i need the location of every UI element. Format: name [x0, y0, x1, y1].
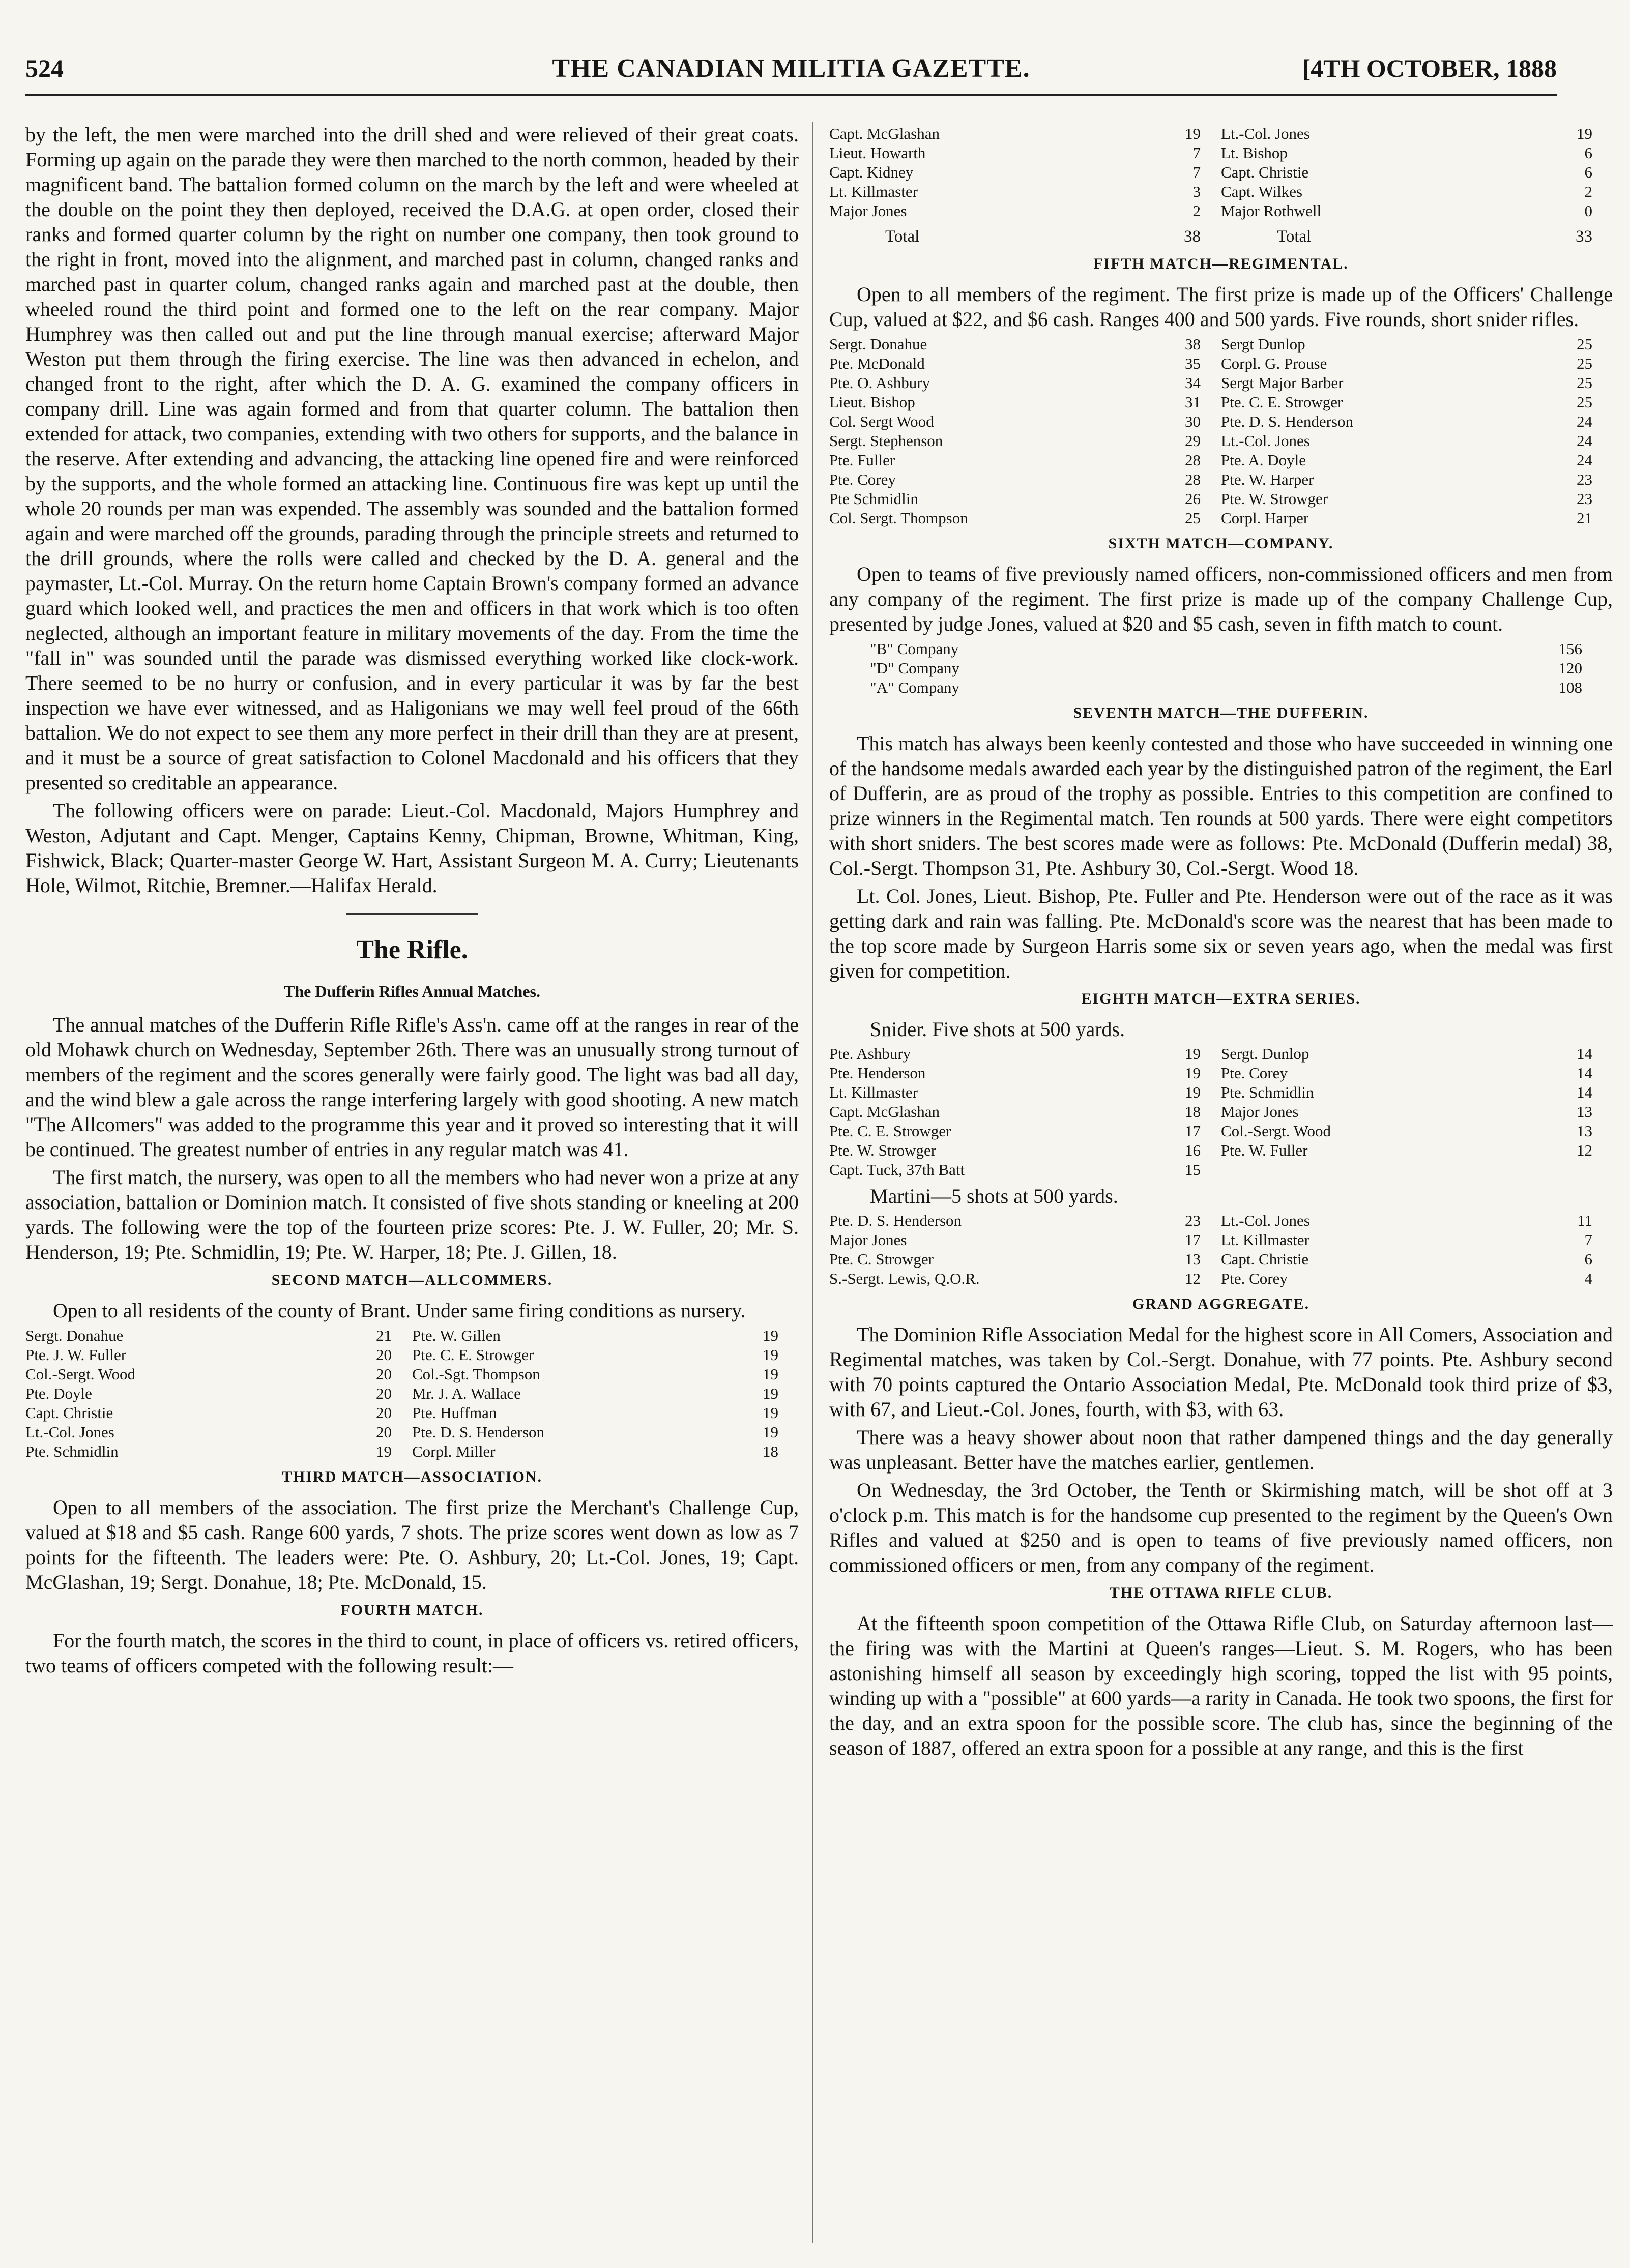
competitor-name: Lt.-Col. Jones	[1220, 432, 1310, 450]
fourth-match-totals	[829, 225, 1613, 248]
competitor-name: Lt. Killmaster	[1220, 1231, 1309, 1249]
fourth-match-paragraph: For the fourth match, the scores in the third to count, in place of officers vs. retired officers, two teams of officers competed with the following result:—	[25, 1629, 799, 1677]
sixth-match-paragraph: Open to teams of five previously named officers, non-commissioned officers and men from any company of the regiment. The first prize is made up of the company Challenge Cup, presented by judge Jones, valued at $20 and $5 cash, seven in fifth match to count.	[829, 563, 1613, 635]
score-row	[25, 1365, 799, 1384]
score-row	[829, 451, 1613, 470]
competitor-name: Pte. Corey	[1220, 1270, 1288, 1287]
competitor-name: Pte. Henderson	[829, 1064, 926, 1082]
competitor-name: "B" Company	[870, 640, 959, 658]
competitor-name: Pte. O. Ashbury	[829, 374, 930, 392]
total-label: Total	[885, 227, 920, 246]
competitor-name: Pte. Huffman	[412, 1404, 497, 1422]
snider-label: Snider. Five shots at 500 yards.	[870, 1018, 1125, 1041]
first-match-paragraph: The first match, the nursery, was open to all the members who had never won a prize at any association, battalion or Dominion match. It consisted of five shots standing or kneeling at 200 yards. The following were the top of the fourteen prize scores: Pte. J. W. Fuller, 20; Mr. S. Henderson, 19; Pte. Schmidlin, 19; Pte. W. Harper, 18; Pte. J. Gillen, 18.	[25, 1166, 799, 1263]
ottawa-club-heading: THE OTTAWA RIFLE CLUB.	[1109, 1584, 1333, 1601]
score-value: 28	[1184, 451, 1201, 469]
score-value: 25	[1577, 355, 1592, 372]
score-row	[829, 412, 1613, 431]
second-match-heading: SECOND MATCH—ALLCOMMERS.	[271, 1272, 553, 1288]
parade-paragraph: by the left, the men were marched into the drill shed and were relieved of their great coats. Forming up again on the parade they were then marched to the north common, headed by their magnificent band. The battalion formed column on the march by the left and were wheeled at the double on the point they then deployed, received the D.A.G. at open order, closed their ranks and formed quarter column by the right on number one company, then took ground to the right in front, moved into the alignment, and marched past in column, changed ranks and marched past in quarter colum, changed ranks again and marched past at the double, then wheeled round the third point and formed one to the left on the rear company. Major Humphrey was then called out and put the line through manual exercise; afterward Major Weston put them through the firing exercise. The line was then advanced in echelon, and changed front to the right, after which the D. A. G. examined the company officers in company drill. Line was again formed and from that quarter column. The battalion then extended for attack, two companies, extending with two others for supports, and the balance in the reserve. After extending and advancing, the attacking line opened fire and were reinforced by the supports, and the whole formed an attacking line. Continuous fire was kept up until the whole 20 rounds per man was expended. The assembly was sounded and the battalion formed again and were marched off the grounds, parading through the principle streets and returned to the drill grounds, where the rolls were called and checked by the D. A. general and the paymaster, Lt.-Col. Murray. On the return home Captain Brown's company formed an advance guard which looked well, and practices the men and officers in that work which is too often neglected, although an important feature in military movements of the day. From the time the "fall in" was sounded until the parade was dismissed everything worked like clock-work. There seemed to be no hurry or confusion, and in every particular it was by far the best inspection we have ever witnessed, and as Haligonians we may well feel proud of the 66th battalion. We do not expect to see them any more perfect in their drill than they are at present, and it must be a source of great satisfaction to Colonel Macdonald and his officers that they presented so creditable an appearance.	[25, 123, 799, 794]
competitor-name: "D" Company	[870, 659, 959, 677]
score-row	[829, 182, 1613, 201]
score-row	[829, 124, 1613, 143]
score-value: 12	[1577, 1141, 1592, 1159]
competitor-name: Pte. W. Gillen	[412, 1327, 501, 1344]
company-scores	[870, 639, 1582, 697]
competitor-name: Pte. W. Strowger	[1220, 490, 1328, 508]
score-value: 19	[1184, 1064, 1201, 1082]
score-value: 7	[1192, 163, 1201, 181]
competitor-name: Pte. J. W. Fuller	[25, 1346, 127, 1364]
score-row	[829, 143, 1613, 163]
score-value: 13	[1184, 1250, 1201, 1268]
score-value: 14	[1577, 1045, 1592, 1063]
competitor-name: Lt. Killmaster	[829, 183, 918, 200]
competitor-name: Pte. C. E. Strowger	[412, 1346, 534, 1364]
competitor-name: Col. Sergt. Thompson	[829, 509, 968, 527]
competitor-name: Lieut. Howarth	[829, 144, 926, 162]
score-row	[829, 1250, 1613, 1269]
score-value: 6	[1584, 1250, 1592, 1268]
score-value: 18	[1184, 1103, 1201, 1121]
score-value: 20	[375, 1385, 392, 1402]
competitor-name: Pte. C. E. Strowger	[1220, 393, 1343, 411]
score-row	[829, 431, 1613, 451]
score-value: 31	[1184, 393, 1201, 411]
competitor-name: Col.-Sergt. Wood	[25, 1365, 135, 1383]
score-value: 19	[1184, 1083, 1201, 1101]
competitor-name: Pte. D. S. Henderson	[1220, 413, 1354, 430]
score-row	[25, 1326, 799, 1345]
score-row	[829, 1269, 1613, 1288]
competitor-name: Col.-Sergt. Wood	[1220, 1122, 1331, 1140]
competitor-name: Pte. W. Strowger	[829, 1141, 937, 1159]
score-value: 38	[1184, 335, 1201, 353]
score-value: 23	[1184, 1212, 1201, 1229]
score-row	[829, 1122, 1613, 1141]
score-value: 14	[1577, 1083, 1592, 1101]
score-value: 30	[1184, 413, 1201, 430]
competitor-name: Capt. Christie	[25, 1404, 113, 1422]
score-value: 6	[1584, 163, 1592, 181]
score-value: 120	[1558, 659, 1582, 677]
snider-scores	[829, 1044, 1613, 1180]
score-row	[870, 678, 1582, 697]
competitor-name: Col. Sergt Wood	[829, 413, 934, 430]
third-match-paragraph: Open to all members of the association. The first prize the Merchant's Challenge Cup, valued at $18 and $5 cash. Range 600 yards, 7 shots. The prize scores went down as low as 7 points for the fifteenth. The leaders were: Pte. O. Ashbury, 20; Lt.-Col. Jones, 19; Capt. McGlashan, 19; Sergt. Donahue, 18; Pte. McDonald, 15.	[25, 1496, 799, 1594]
score-value: 25	[1577, 335, 1592, 353]
score-row	[829, 393, 1613, 412]
right-column	[829, 122, 1613, 2248]
grand-aggregate-paragraph: The Dominion Rifle Association Medal for the highest score in All Comers, Association and Regimental matches, was taken by Col.-Sergt. Donahue, with 77 points. Pte. Ashbury second with 70 points captured the Ontario Association Medal, Pte. McDonald took third prize of $3, with 67, and Lieut.-Col. Jones, fourth, with $3, with 63.	[829, 1323, 1613, 1421]
competitor-name: Pte. Corey	[829, 470, 896, 488]
competitor-name: Pte. Ashbury	[829, 1045, 911, 1063]
score-value: 7	[1584, 1231, 1592, 1249]
competitor-name: Mr. J. A. Wallace	[412, 1385, 521, 1402]
totals-row	[829, 225, 1613, 248]
score-value: 19	[1577, 125, 1592, 142]
competitor-name: "A" Company	[870, 679, 959, 696]
competitor-name: Sergt. Dunlop	[1220, 1045, 1309, 1063]
fifth-match-scores	[829, 335, 1613, 528]
competitor-name: Sergt. Donahue	[829, 335, 927, 353]
competitor-name: Capt. Wilkes	[1220, 183, 1303, 200]
competitor-name: Pte. A. Doyle	[1220, 451, 1306, 469]
score-value: 16	[1184, 1141, 1201, 1159]
score-row	[25, 1423, 799, 1442]
issue-date: [4TH OCTOBER, 1888	[1302, 54, 1557, 82]
score-row	[870, 639, 1582, 659]
competitor-name: Sergt Major Barber	[1220, 374, 1344, 392]
score-row	[829, 489, 1613, 509]
competitor-name: S.-Sergt. Lewis, Q.O.R.	[829, 1270, 980, 1287]
score-value: 28	[1184, 470, 1201, 488]
martini-scores	[829, 1211, 1613, 1288]
fourth-match-scores	[829, 124, 1613, 221]
competitor-name: Corpl. Miller	[412, 1442, 496, 1460]
score-value: 21	[1577, 509, 1592, 527]
score-row	[829, 1141, 1613, 1160]
score-row	[829, 201, 1613, 221]
score-value: 29	[1184, 432, 1201, 450]
score-value: 17	[1184, 1122, 1201, 1140]
competitor-name: Sergt Dunlop	[1220, 335, 1305, 353]
competitor-name: Pte. D. S. Henderson	[829, 1212, 962, 1229]
score-value: 7	[1192, 144, 1201, 162]
competitor-name: Pte. Schmidlin	[1220, 1083, 1314, 1101]
competitor-name: Major Jones	[1220, 1103, 1299, 1121]
competitor-name: Pte. Corey	[1220, 1064, 1288, 1082]
score-row	[25, 1345, 799, 1365]
competitor-name: Lieut. Bishop	[829, 393, 915, 411]
score-row	[829, 163, 1613, 182]
score-row	[829, 1230, 1613, 1250]
score-value: 23	[1577, 470, 1592, 488]
score-value: 23	[1577, 490, 1592, 508]
annual-matches-paragraph: The annual matches of the Dufferin Rifle Rifle's Ass'n. came off at the ranges in rear of the old Mohawk church on Wednesday, September 26th. There was an unusually strong turnout of members of the regiment and the scores generally were fairly good. The light was bad all day, and the wind blew a gale across the range interfering largely with good shooting. A new match "The Allcomers" was added to the programme this year and it proved so interesting that it will be continued. The greatest number of entries in any regular match was 41.	[25, 1013, 799, 1161]
score-value: 14	[1577, 1064, 1592, 1082]
competitor-name	[1221, 1160, 1545, 1180]
competitor-name: Capt. Tuck, 37th Batt	[829, 1161, 965, 1179]
score-value: 20	[375, 1365, 392, 1383]
score-row	[829, 373, 1613, 393]
score-value: 12	[1184, 1270, 1201, 1287]
shower-paragraph: There was a heavy shower about noon that rather dampened things and the day generally was unpleasant. Better have the matches earlier, gentlemen.	[829, 1426, 1613, 1474]
score-value: 24	[1577, 432, 1592, 450]
competitor-name: Major Jones	[829, 202, 907, 220]
score-value	[1545, 1160, 1613, 1180]
ottawa-club-paragraph: At the fifteenth spoon competition of the Ottawa Rifle Club, on Saturday afternoon last—the firing was with the Martini at Queen's ranges—Lieut. S. M. Rogers, who has been astonishing himself all season by exceedingly high scoring, topped the list with 95 points, winding up with a "possible" at 600 yards—a rarity in Canada. He took two spoons, the first for the day, and an extra spoon for the possible score. The club has, since the beginning of the season of 1887, offered an extra spoon for a possible at any range, and this is the first	[829, 1612, 1613, 1759]
score-row	[829, 1044, 1613, 1064]
competitor-name: Capt. Christie	[1220, 163, 1309, 181]
fifth-match-heading: FIFTH MATCH—REGIMENTAL.	[1093, 255, 1349, 272]
page-number: 524	[25, 54, 64, 82]
masthead: THE CANADIAN MILITIA GAZETTE.	[552, 54, 1030, 83]
score-row	[829, 1160, 1613, 1180]
column-divider	[812, 122, 813, 2243]
competitor-name: Pte. Schmidlin	[25, 1442, 119, 1460]
score-value: 35	[1184, 355, 1201, 372]
competitor-name: Col.-Sgt. Thompson	[412, 1365, 540, 1383]
second-match-scores	[25, 1326, 799, 1461]
section-title: The Rifle.	[356, 935, 468, 964]
score-value: 3	[1192, 183, 1201, 200]
score-row	[25, 1403, 799, 1423]
martini-label: Martini—5 shots at 500 yards.	[870, 1185, 1118, 1207]
score-value: 19	[763, 1346, 778, 1364]
competitor-name: Lt.-Col. Jones	[25, 1423, 114, 1441]
competitor-name: Pte. D. S. Henderson	[412, 1423, 545, 1441]
competitor-name: Pte Schmidlin	[829, 490, 918, 508]
fourth-match-heading: FOURTH MATCH.	[340, 1602, 484, 1618]
score-value: 11	[1577, 1212, 1592, 1229]
score-row	[829, 509, 1613, 528]
score-row	[829, 470, 1613, 489]
score-value: 26	[1184, 490, 1201, 508]
score-value: 19	[1184, 125, 1201, 142]
score-value: 2	[1584, 183, 1592, 200]
competitor-name: Lt.-Col. Jones	[1220, 125, 1310, 142]
score-value: 20	[375, 1404, 392, 1422]
score-row	[829, 1064, 1613, 1083]
score-value: 13	[1577, 1103, 1592, 1121]
competitor-name: Sergt. Donahue	[25, 1327, 124, 1344]
score-value: 34	[1184, 374, 1201, 392]
article-subtitle: The Dufferin Rifles Annual Matches.	[284, 982, 540, 1000]
competitor-name: Pte. W. Fuller	[1220, 1141, 1308, 1159]
competitor-name: Major Rothwell	[1220, 202, 1322, 220]
score-value: 25	[1577, 393, 1592, 411]
grand-aggregate-heading: GRAND AGGREGATE.	[1132, 1295, 1310, 1312]
score-value: 2	[1192, 202, 1201, 220]
score-row	[829, 1211, 1613, 1230]
competitor-name: Pte. W. Harper	[1220, 470, 1314, 488]
score-value: 0	[1584, 202, 1592, 220]
section-divider	[346, 913, 478, 915]
competitor-name: Sergt. Stephenson	[829, 432, 943, 450]
competitor-name: Lt. Killmaster	[829, 1083, 918, 1101]
skirmishing-paragraph: On Wednesday, the 3rd October, the Tenth or Skirmishing match, will be shot off at 3 o'clock p.m. This match is for the handsome cup presented to the regiment by the Queen's Own Rifles and valued at $250 and is open to teams of five previously named officers, non commissioned officers or men, from any company of the regiment.	[829, 1479, 1613, 1576]
score-row	[25, 1442, 799, 1461]
competitor-name: Lt.-Col. Jones	[1220, 1212, 1310, 1229]
eighth-match-heading: EIGHTH MATCH—EXTRA SERIES.	[1081, 990, 1361, 1007]
total-value: 33	[1576, 227, 1592, 246]
score-row	[829, 335, 1613, 354]
score-value: 20	[375, 1346, 392, 1364]
score-value: 20	[375, 1423, 392, 1441]
score-value: 18	[763, 1442, 778, 1460]
score-value: 13	[1577, 1122, 1592, 1140]
score-row	[829, 1102, 1613, 1122]
seventh-match-heading: SEVENTH MATCH—THE DUFFERIN.	[1073, 704, 1369, 721]
sixth-match-heading: SIXTH MATCH—COMPANY.	[1108, 535, 1334, 552]
score-value: 19	[763, 1404, 778, 1422]
score-value: 24	[1577, 451, 1592, 469]
score-value: 19	[763, 1423, 778, 1441]
competitor-name: Pte. McDonald	[829, 355, 925, 372]
left-column	[25, 122, 799, 2248]
score-value: 4	[1584, 1270, 1592, 1287]
score-value: 17	[1184, 1231, 1201, 1249]
score-value: 19	[763, 1327, 778, 1344]
seventh-match-paragraph-2: Lt. Col. Jones, Lieut. Bishop, Pte. Fuller and Pte. Henderson were out of the race as it was getting dark and rain was falling. Pte. McDonald's score was the nearest that has been made to the top score made by Surgeon Harris some six or seven years ago, when the medal was first given for competition.	[829, 885, 1613, 982]
second-match-paragraph: Open to all residents of the county of Brant. Under same firing conditions as nursery.	[53, 1299, 746, 1322]
competitor-name: Pte. C. E. Strowger	[829, 1122, 951, 1140]
competitor-name: Corpl. G. Prouse	[1220, 355, 1327, 372]
score-value: 21	[375, 1327, 392, 1344]
score-value: 19	[763, 1385, 778, 1402]
page-header	[25, 53, 1557, 96]
score-value: 6	[1584, 144, 1592, 162]
score-value: 25	[1184, 509, 1201, 527]
officers-paragraph: The following officers were on parade: Lieut.-Col. Macdonald, Majors Humphrey and Weston, Adjutant and Capt. Menger, Captains Kenny, Chipman, Browne, Whitman, King, Fishwick, Black; Quarter-master George W. Hart, Assistant Surgeon M. A. Curry; Lieutenants Hole, Wilmot, Ritchie, Bremner.—Halifax Herald.	[25, 799, 799, 897]
competitor-name: Lt. Bishop	[1220, 144, 1288, 162]
fifth-match-paragraph: Open to all members of the regiment. The first prize is made up of the Officers' Challenge Cup, valued at $22, and $6 cash. Ranges 400 and 500 yards. Five rounds, short snider rifles.	[829, 283, 1613, 331]
score-value: 19	[763, 1365, 778, 1383]
competitor-name: Capt. McGlashan	[829, 1103, 940, 1121]
score-value: 19	[1184, 1045, 1201, 1063]
score-row	[829, 1083, 1613, 1102]
competitor-name: Pte. Fuller	[829, 451, 895, 469]
score-value: 156	[1558, 640, 1582, 658]
third-match-heading: THIRD MATCH—ASSOCIATION.	[282, 1468, 542, 1485]
score-value: 19	[375, 1442, 392, 1460]
competitor-name: Capt. McGlashan	[829, 125, 940, 142]
score-row	[25, 1384, 799, 1403]
score-value: 15	[1184, 1161, 1201, 1179]
score-row	[870, 659, 1582, 678]
total-label: Total	[1276, 227, 1312, 246]
competitor-name: Major Jones	[829, 1231, 907, 1249]
competitor-name: Capt. Christie	[1220, 1250, 1309, 1268]
score-value: 108	[1558, 679, 1582, 696]
total-value: 38	[1183, 227, 1201, 246]
score-row	[829, 354, 1613, 373]
competitor-name: Corpl. Harper	[1220, 509, 1309, 527]
seventh-match-paragraph: This match has always been keenly contested and those who have succeeded in winning one of the handsome medals awarded each year by the distinguished patron of the regiment, the Earl of Dufferin, are as proud of the trophy as possible. Entries to this competition are confined to prize winners in the Regimental match. Ten rounds at 500 yards. There were eight competitors with short sniders. The best scores made were as follows: Pte. McDonald (Dufferin medal) 38, Col.-Sergt. Thompson 31, Pte. Ashbury 30, Col.-Sergt. Wood 18.	[829, 732, 1613, 879]
competitor-name: Pte. Doyle	[25, 1385, 92, 1402]
competitor-name: Capt. Kidney	[829, 163, 914, 181]
competitor-name: Pte. C. Strowger	[829, 1250, 934, 1268]
score-value: 24	[1577, 413, 1592, 430]
score-value: 25	[1577, 374, 1592, 392]
